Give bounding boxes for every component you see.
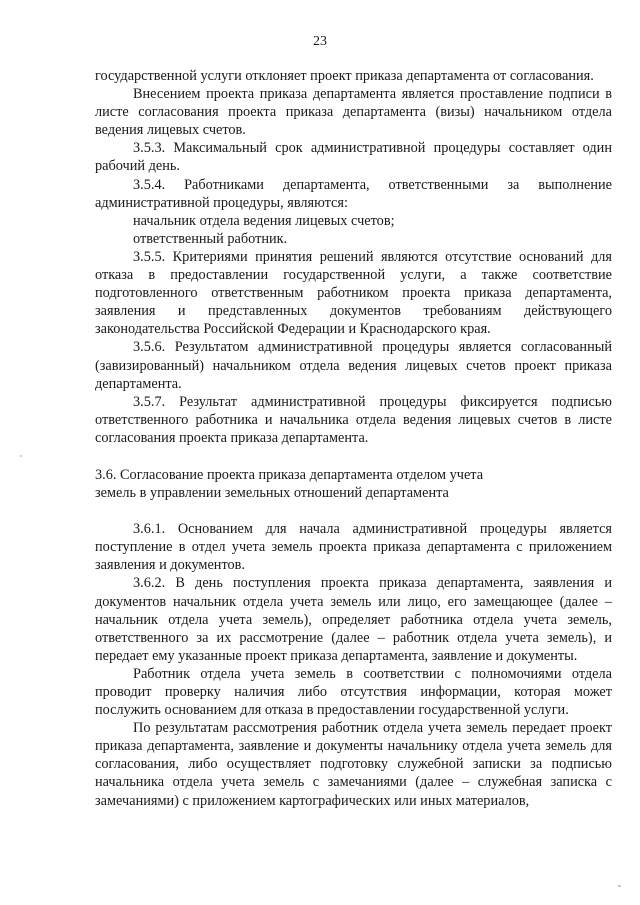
list-item: начальник отдела ведения лицевых счетов; <box>133 212 395 229</box>
section-heading-line: 3.6. Согласование проекта приказа департамента отделом учета <box>95 466 484 483</box>
section-heading-line: земель в управлении земельных отношений департамента <box>95 485 449 502</box>
paragraph: 3.6.1. Основанием для начала административной процедуры является поступление в отдел учета земель проекта приказа департамента с приложением заявления и документов. <box>95 521 612 574</box>
section-heading <box>95 466 612 502</box>
page-number: 23 <box>313 34 327 49</box>
paragraph: 3.6.2. В день поступления проекта приказа департамента, заявления и документов начальник отдела учета земель или лицо, его замещающее (далее – начальник отдела учета земель), определяет работника отдела учета земель, ответственного за их рассмотрение (далее – работник отдела учета земель), и передает ему указанные проект приказа департамента, заявление и документы. <box>95 575 612 664</box>
paragraph: Внесением проекта приказа департамента является проставление подписи в листе согласования проекта приказа департамента (визы) начальником отдела ведения лицевых счетов. <box>95 86 612 139</box>
scan-speck <box>618 885 621 887</box>
scan-speck <box>20 455 22 457</box>
paragraph: Работник отдела учета земель в соответствии с полномочиями отдела проводит проверку наличия либо отсутствия информации, которая может послужить основанием для отказа в предоставлении государственной услуги. <box>95 665 612 719</box>
paragraph: государственной услуги отклоняет проект приказа департамента от согласования. <box>95 68 594 84</box>
paragraph: 3.5.7. Результат административной процедуры фиксируется подписью ответственного работника и начальника отдела ведения лицевых счетов в листе согласования проекта приказа департамента. <box>95 393 612 446</box>
list-item: ответственный работник. <box>133 230 288 247</box>
paragraph: По результатам рассмотрения работник отдела учета земель передает проект приказа департамента, заявление и документы начальнику отдела учета земель для согласования, либо осуществляет подготовку служебной записки за подписью начальника отдела учета земель с замечаниями (далее – служебная записка с замечаниями) с приложением картографических или иных материалов, <box>95 720 612 809</box>
paragraph: 3.5.6. Результатом административной процедуры является согласованный (завизированный) начальником отдела ведения лицевых счетов проект приказа департамента. <box>95 339 612 392</box>
paragraph: 3.5.3. Максимальный срок административной процедуры составляет один рабочий день. <box>95 140 612 175</box>
paragraph: 3.5.4. Работниками департамента, ответственными за выполнение административной процедуры, являются: <box>95 176 612 211</box>
paragraph: 3.5.5. Критериями принятия решений являются отсутствие оснований для отказа в предоставлении государственной услуги, а также соответствие подготовленного ответственным работником проекта приказа департамента, заявления и представленных документов требованиям действующего законодательства Российской Федерации и Краснодарского края. <box>95 248 612 338</box>
document-body <box>95 67 612 810</box>
